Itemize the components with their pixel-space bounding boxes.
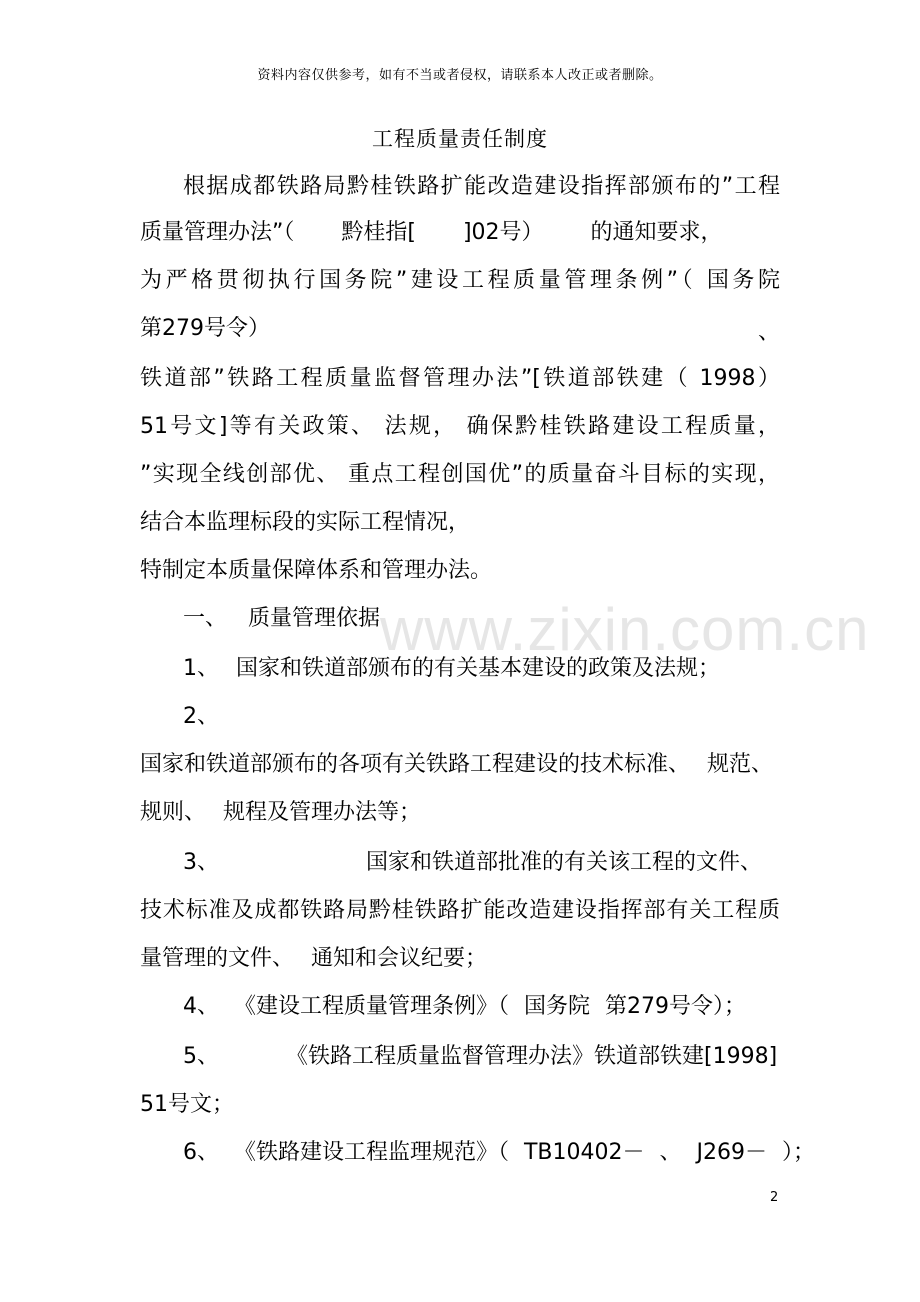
basis-item-2-number: 2、	[183, 704, 219, 729]
section-heading-1: 一、 质量管理依据	[183, 606, 380, 631]
intro-line-1: 根据成都铁路局黔桂铁路扩能改造建设指挥部颁布的”工程	[183, 174, 780, 199]
page-number: 2	[770, 1190, 779, 1205]
intro-line-3: 为严格贯彻执行国务院”建设工程质量管理条例”（ 国务院	[140, 268, 780, 293]
intro-line-4: 第279号令）	[140, 316, 270, 341]
intro-line-6: 51号文]等有关政策、 法规， 确保黔桂铁路建设工程质量，	[140, 414, 780, 439]
intro-line-5: 铁道部”铁路工程质量监督管理办法”[铁道部铁建（ 1998）	[140, 366, 780, 391]
basis-item-4: 4、 《建设工程质量管理条例》（ 国务院 第279号令）；	[183, 994, 746, 1019]
basis-item-3-line-3: 量管理的文件、 通知和会议纪要；	[140, 946, 487, 971]
intro-line-9: 特制定本质量保障体系和管理办法。	[140, 558, 493, 583]
basis-item-3-line-2: 技术标准及成都铁路局黔桂铁路扩能改造建设指挥部有关工程质	[140, 898, 780, 923]
basis-item-5-line-2: 51号文；	[140, 1092, 234, 1117]
intro-line-2: 质量管理办法”（ 黔桂指[ ]02号） 的通知要求，	[140, 220, 723, 245]
basis-item-2-line-2: 规则、 规程及管理办法等；	[140, 800, 421, 825]
basis-item-2-line-1: 国家和铁道部颁布的各项有关铁路工程建设的技术标准、 规范、	[140, 752, 773, 777]
watermark: www.zixin.com.cn	[380, 596, 870, 663]
intro-line-8: 结合本监理标段的实际工程情况，	[140, 510, 471, 535]
intro-line-4-mark: 、	[757, 320, 780, 345]
basis-item-5-line-1: 5、 《铁路工程质量监督管理办法》铁道部铁建[1998]	[183, 1044, 778, 1069]
basis-item-1: 1、 国家和铁道部颁布的有关基本建设的政策及法规；	[183, 656, 720, 681]
basis-item-3-line-1: 3、 国家和铁道部批准的有关该工程的文件、	[183, 850, 762, 875]
document-title: 工程质量责任制度	[372, 127, 548, 151]
basis-item-6: 6、 《铁路建设工程监理规范》（ TB10402－ 、 J269－ ）；	[183, 1140, 815, 1165]
header-disclaimer: 资料内容仅供参考，如有不当或者侵权，请联系本人改正或者删除。	[257, 68, 663, 83]
intro-line-7: ”实现全线创部优、 重点工程创国优”的质量奋斗目标的实现，	[140, 462, 780, 487]
